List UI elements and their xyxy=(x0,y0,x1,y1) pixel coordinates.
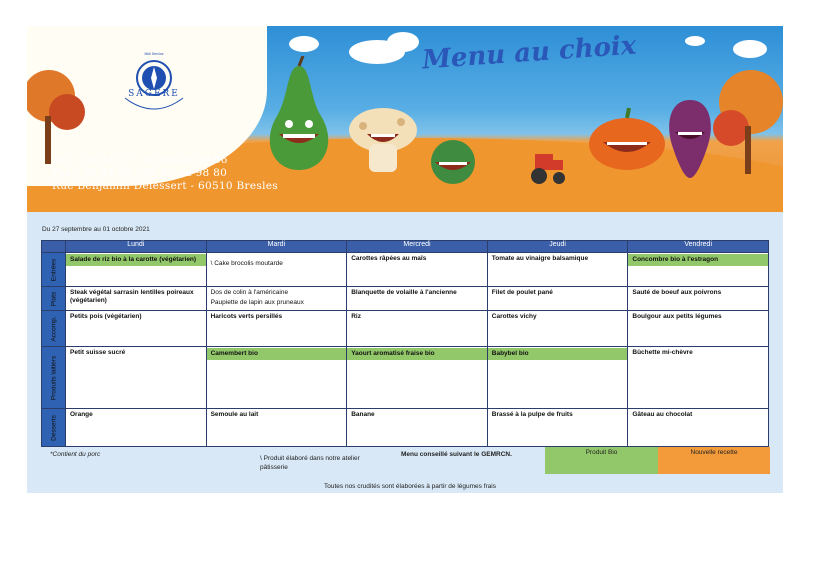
menu-row xyxy=(42,409,769,447)
dish: Petit suisse sucré xyxy=(70,349,126,356)
sagere-logo xyxy=(115,48,193,126)
legend-bio: Produit Bio xyxy=(545,447,658,474)
dish: Tomate au vinaigre balsamique xyxy=(491,255,589,262)
dish: Boulgour aux petits légumes xyxy=(632,313,722,320)
category-label: Accomp. xyxy=(50,315,57,342)
table-corner xyxy=(42,241,66,253)
menu-cell xyxy=(628,311,769,347)
date-range: Du 27 septembre au 01 octobre 2021 xyxy=(42,226,150,233)
menu-cell xyxy=(206,287,347,311)
banner-title: Menu au choix xyxy=(421,30,638,76)
menu-cell xyxy=(66,253,207,287)
contact-phone: Tél. : 03 44 07 - 30 80 ou 00 86 xyxy=(52,154,228,166)
cabbage-character-icon xyxy=(427,138,479,184)
dish-bio: Babybel bio xyxy=(488,348,628,360)
dish: Carottes vichy xyxy=(491,313,537,320)
category-label: Produits laitiers xyxy=(50,355,57,400)
category-cell xyxy=(42,347,66,409)
menu-cell xyxy=(347,409,488,447)
dish: Filet de poulet pané xyxy=(491,289,553,296)
menu-cell xyxy=(487,311,628,347)
day-header-mercredi: Mercredi xyxy=(347,241,488,253)
gemrcn-note: Menu conseillé suivant le GEMRCN. xyxy=(401,451,512,458)
grapes-character-icon xyxy=(663,96,717,180)
menu-cell xyxy=(347,311,488,347)
menu-cell xyxy=(628,347,769,409)
menu-cell xyxy=(487,409,628,447)
menu-cell xyxy=(487,347,628,409)
dish: Bûchette mi-chèvre xyxy=(632,349,693,356)
category-label: Desserts xyxy=(50,414,57,441)
dish: Dos de colin à l'américaine xyxy=(210,289,289,296)
day-header-lundi: Lundi xyxy=(66,241,207,253)
menu-cell xyxy=(487,287,628,311)
menu-cell xyxy=(206,347,347,409)
category-cell xyxy=(42,253,66,287)
menu-cell xyxy=(487,253,628,287)
dish-bio: Concombre bio à l'estragon xyxy=(628,254,768,266)
dish-bio: Salade de riz bio à la carotte (végétarien) xyxy=(66,254,206,266)
menu-cell xyxy=(66,347,207,409)
dish: Brassé à la pulpe de fruits xyxy=(491,411,573,418)
dish: Orange xyxy=(70,411,93,418)
category-label: Entrées xyxy=(50,258,57,281)
category-cell xyxy=(42,287,66,311)
autumn-tree-icon xyxy=(711,66,783,176)
menu-row xyxy=(42,311,769,347)
category-label: Plats xyxy=(50,291,57,306)
menu-cell xyxy=(206,253,347,287)
autumn-tree-left-icon xyxy=(27,56,97,166)
pear-character-icon xyxy=(259,56,339,174)
dish: Petits pois (végétarien) xyxy=(70,313,142,320)
pastry-note: \ Produit élaboré dans notre atelier pâtisserie xyxy=(260,455,360,471)
contact-address: Rue Benjamin Delessert - 60510 Bresles xyxy=(52,180,278,192)
menu-row xyxy=(42,253,769,287)
brand-name: SAGERE xyxy=(128,89,180,99)
day-header-jeudi: Jeudi xyxy=(487,241,628,253)
menu-cell xyxy=(206,409,347,447)
dish: Haricots verts persillés xyxy=(210,313,283,320)
cloud-icon xyxy=(685,36,705,46)
dish: Carottes râpées au maïs xyxy=(351,255,427,262)
cloud-icon xyxy=(289,36,319,52)
pumpkin-character-icon xyxy=(587,106,667,172)
menu-cell xyxy=(347,253,488,287)
menu-cell xyxy=(66,409,207,447)
dish: Steak végétal sarrasin lentilles poireaux (végétarien) xyxy=(70,289,194,304)
category-cell xyxy=(42,311,66,347)
brand-tagline: Midi Service xyxy=(144,52,164,56)
dish-bio: Yaourt aromatisé fraise bio xyxy=(347,348,487,360)
pork-note: *Contient du porc xyxy=(50,451,101,458)
menu-cell xyxy=(347,347,488,409)
day-header-row xyxy=(42,241,769,253)
menu-cell xyxy=(628,409,769,447)
dish: Semoule au lait xyxy=(210,411,259,418)
bottom-note: Toutes nos crudités sont élaborées à partir de légumes frais xyxy=(324,483,496,490)
dish: Sauté de boeuf aux poivrons xyxy=(632,289,722,296)
dish: Gâteau au chocolat xyxy=(632,411,693,418)
cloud-icon xyxy=(387,32,419,52)
menu-cell xyxy=(347,287,488,311)
dish: Blanquette de volaille à l'ancienne xyxy=(351,289,457,296)
legend-new-recipe: Nouvelle recette xyxy=(658,447,770,474)
mushroom-character-icon xyxy=(347,104,419,174)
menu-row xyxy=(42,287,769,311)
dish-bio: Camembert bio xyxy=(207,348,347,360)
contact-fax: Fax : 03 44 07 - 30 87 ou 98 80 xyxy=(52,167,228,179)
menu-cell xyxy=(206,311,347,347)
menu-table xyxy=(41,240,769,447)
day-header-vendredi: Vendredi xyxy=(628,241,769,253)
menu-cell xyxy=(628,287,769,311)
day-header-mardi: Mardi xyxy=(206,241,347,253)
menu-cell xyxy=(66,311,207,347)
dish: \ Cake brocolis moutarde xyxy=(210,260,283,267)
dish-alternative: Paupiette de lapin aux pruneaux xyxy=(210,299,304,306)
tractor-icon xyxy=(525,146,569,186)
banner xyxy=(27,26,783,212)
category-cell xyxy=(42,409,66,447)
cloud-icon xyxy=(733,40,767,58)
menu-row xyxy=(42,347,769,409)
dish: Banane xyxy=(351,411,375,418)
menu-cell xyxy=(628,253,769,287)
dish: Riz xyxy=(351,313,361,320)
menu-cell xyxy=(66,287,207,311)
